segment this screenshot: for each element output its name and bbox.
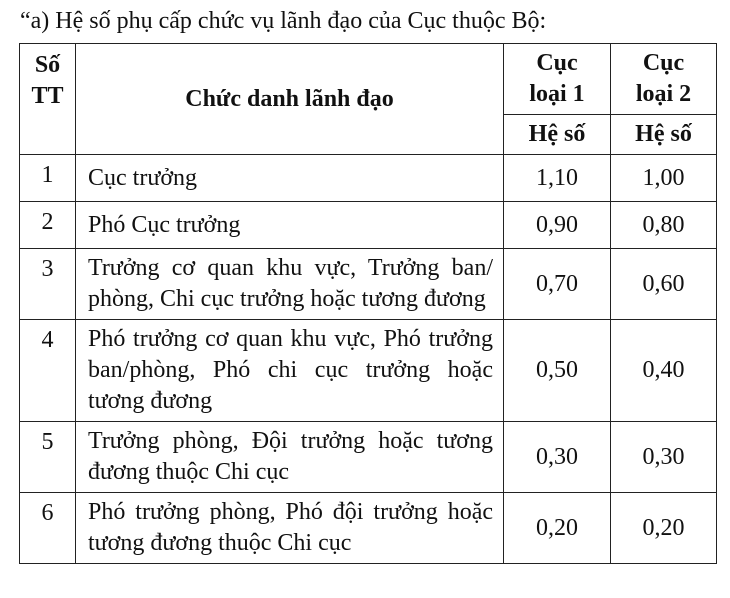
- row-coefficient-2: 0,30: [611, 422, 717, 493]
- row-coefficient-2: 0,40: [611, 320, 717, 422]
- row-position-title: Phó trưởng cơ quan khu vực, Phó trưởng ban/phòng, Phó chi cục trưởng hoặc tương đương: [76, 320, 504, 422]
- row-position-title: Trưởng cơ quan khu vực, Trưởng ban/ phòng, Chi cục trưởng hoặc tương đương: [76, 249, 504, 320]
- row-number: 2: [20, 202, 76, 249]
- row-number: 4: [20, 320, 76, 422]
- row-coefficient-1: 0,70: [504, 249, 611, 320]
- subheader-coefficient-2: Hệ số: [611, 115, 717, 155]
- allowance-coefficient-table: [19, 43, 717, 564]
- header-dept-type-2: [611, 44, 717, 115]
- row-coefficient-1: 1,10: [504, 155, 611, 202]
- row-position-title: Phó trưởng phòng, Phó đội trưởng hoặc tương đương thuộc Chi cục: [76, 493, 504, 564]
- table-row: [20, 422, 717, 493]
- row-position-title: Phó Cục trưởng: [76, 202, 504, 249]
- row-coefficient-1: 0,30: [504, 422, 611, 493]
- row-coefficient-2: 0,20: [611, 493, 717, 564]
- header-row: [20, 44, 717, 115]
- table-row: [20, 155, 717, 202]
- row-coefficient-1: 0,90: [504, 202, 611, 249]
- row-number: 3: [20, 249, 76, 320]
- header-serial-line2: TT: [31, 83, 64, 109]
- header-position-title: Chức danh lãnh đạo: [76, 44, 504, 155]
- table-caption: “a) Hệ số phụ cấp chức vụ lãnh đạo của Cục thuộc Bộ:: [20, 8, 547, 34]
- table-row: [20, 202, 717, 249]
- table-row: [20, 320, 717, 422]
- row-number: 1: [20, 155, 76, 202]
- header-serial-number: [20, 44, 76, 155]
- row-number: 5: [20, 422, 76, 493]
- header-dept-type-2-line1: Cục: [642, 50, 685, 76]
- row-position-title: Cục trưởng: [76, 155, 504, 202]
- row-coefficient-2: 0,60: [611, 249, 717, 320]
- row-coefficient-1: 0,20: [504, 493, 611, 564]
- row-coefficient-1: 0,50: [504, 320, 611, 422]
- table-row: [20, 493, 717, 564]
- row-coefficient-2: 0,80: [611, 202, 717, 249]
- header-dept-type-2-line2: loại 2: [635, 81, 692, 107]
- row-number: 6: [20, 493, 76, 564]
- table-row: [20, 249, 717, 320]
- row-position-title: Trưởng phòng, Đội trưởng hoặc tương đương thuộc Chi cục: [76, 422, 504, 493]
- header-dept-type-1: [504, 44, 611, 115]
- header-serial-line1: Số: [34, 52, 61, 78]
- row-coefficient-2: 1,00: [611, 155, 717, 202]
- header-dept-type-1-line2: loại 1: [529, 81, 585, 107]
- subheader-coefficient-1: Hệ số: [504, 115, 611, 155]
- header-dept-type-1-line1: Cục: [536, 50, 578, 76]
